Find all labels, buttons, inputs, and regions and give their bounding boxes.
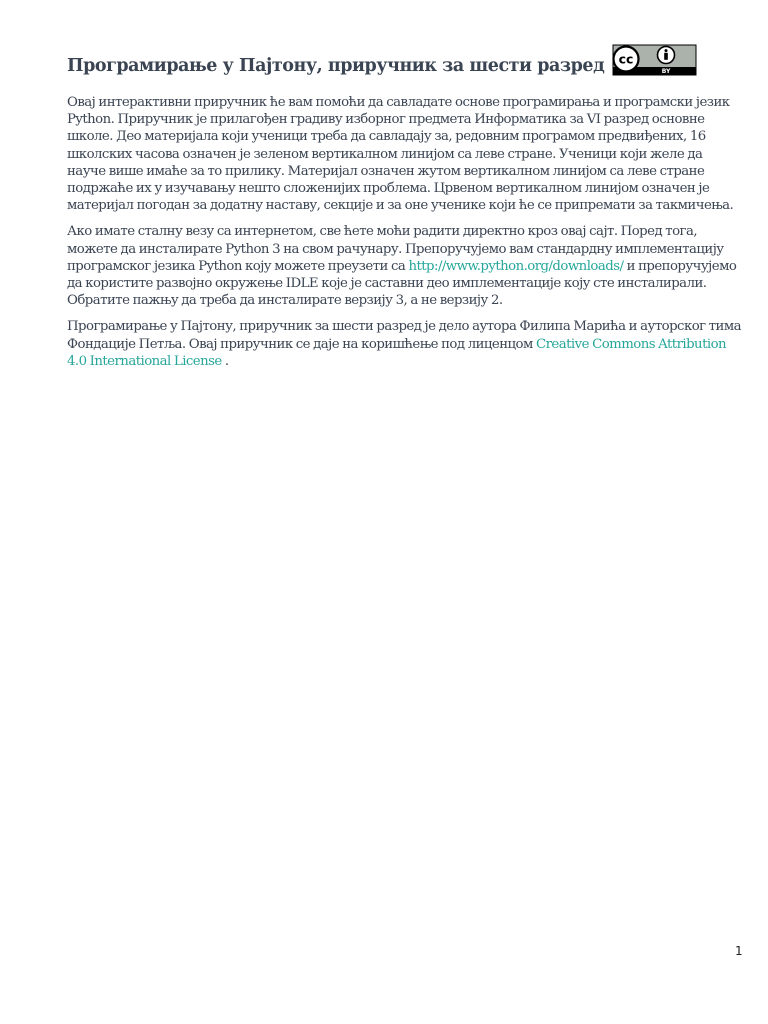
cc-by-license-icon	[612, 44, 697, 76]
page-number: 1	[735, 944, 743, 958]
svg-text:cc: cc	[618, 51, 634, 67]
document-page	[67, 50, 743, 379]
installation-paragraph	[67, 223, 743, 309]
license-text-after: .	[221, 353, 229, 369]
installation-text-after: и препоручујемо да користите развојно окружење IDLE које је саставни део имплементације коју сте инсталирали. Обратите пажњу да треба да инсталирате верзију 3, а не верзију 2.	[67, 258, 737, 309]
python-downloads-link[interactable]: http://www.python.org/downloads/	[408, 258, 624, 274]
license-paragraph	[67, 318, 743, 370]
page-title: Програмирање у Пајтону, приручник за шести разред	[67, 56, 605, 76]
svg-text:BY: BY	[662, 68, 671, 75]
creative-commons-license-link[interactable]: Creative Commons Attribution 4.0 International License	[67, 336, 727, 369]
license-text-before: Програмирање у Пајтону, приручник за шести разред је дело аутора Филипа Марића и ауторског тима Фондације Петља. Овај приручник се даје на коришћење под лиценцом	[67, 319, 742, 352]
intro-text: Овај интерактивни приручник ће вам помоћи да савладате основе програмирања и програмски језик Python. Приручник је прилагођен градиву изборног предмета Информатика за VI разред основне школе. Део материјала који ученици треба да савладају за, редовним програмом предвиђених, 16 школских часова означен је зеленом вертикалном линијом са леве стране. Ученици који желе да науче више имаће за то прилику. Материјал означен жутом вертикалном линијом са леве стране подржаће их у изучавању нешто сложенијих проблема. Црвеном вертикалном линијом означен је материјал погодан за додатну наставу, секције и за оне ученике који ће се припремати за такмичења.	[67, 95, 734, 214]
installation-text-before: Ако имате сталну везу са интернетом, све ћете моћи радити директно кроз овај сајт. Поред тога, можете да инсталирате Python 3 на свом рачунару. Препоручујемо вам стандардну имплементацију програмског језика Python коју можете преузети са	[67, 224, 724, 274]
title-row	[67, 50, 743, 82]
intro-paragraph	[67, 94, 743, 214]
